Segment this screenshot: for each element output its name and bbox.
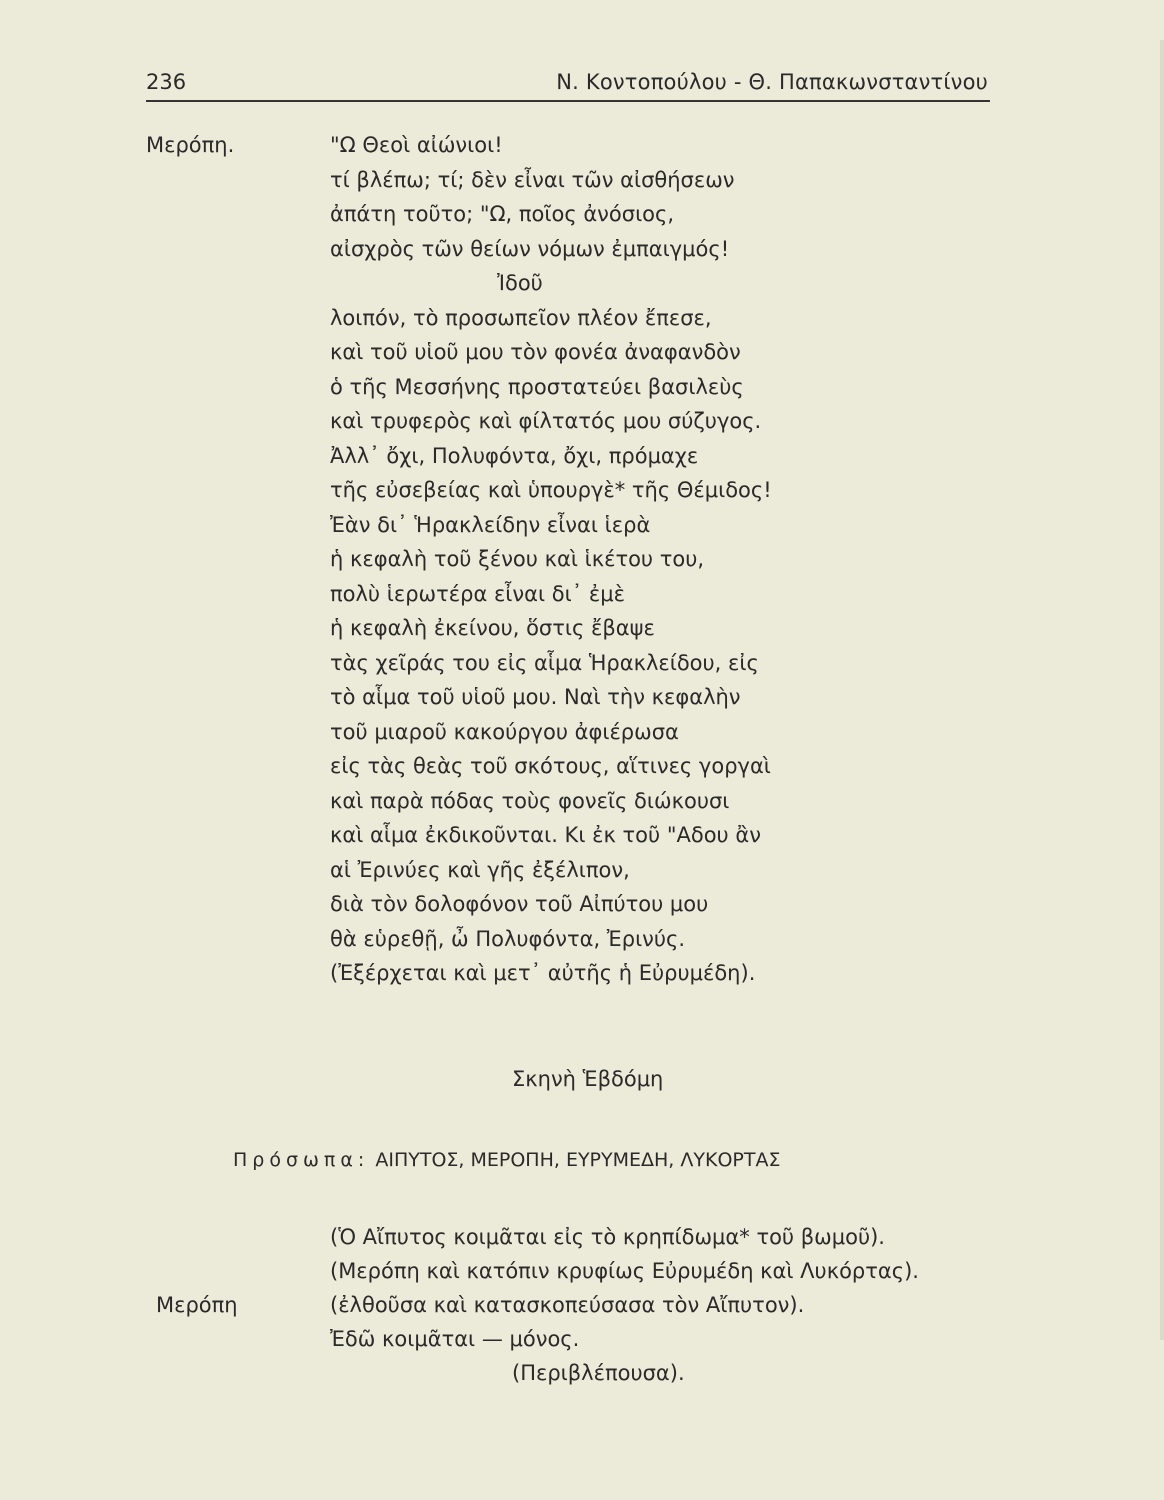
stage-line: (Μερόπη καὶ κατόπιν κρυφίως Εὐρυμέδη καὶ Λυκόρτας). [330, 1259, 919, 1283]
verse-line: τὸ αἷμα τοῦ υἱοῦ μου. Ναὶ τὴν κεφαλὴν [330, 685, 741, 709]
persons-line [233, 1149, 780, 1171]
verse-line: καὶ τρυφερὸς καὶ φίλτατός μου σύζυγος. [330, 409, 762, 433]
verse-line: Ἀλλ᾽ ὄχι, Πολυφόντα, ὄχι, πρόμαχε [330, 443, 699, 468]
page-number: 236 [146, 70, 187, 94]
verse-line: διὰ τὸν δολοφόνον τοῦ Αἰπύτου μου [330, 892, 709, 916]
verse-line: λοιπόν, τὸ προσωπεῖον πλέον ἔπεσε, [330, 305, 712, 330]
verse-line: καὶ τοῦ υἱοῦ μου τὸν φονέα ἀναφανδὸν [330, 340, 741, 364]
running-head: Ν. Κοντοπούλου - Θ. Παπακωνσταντίνου [556, 70, 988, 94]
verse-line: Ἰδοῦ [497, 271, 543, 295]
header-rule [146, 100, 990, 102]
verse-line: θὰ εὑρεθῇ, ὦ Πολυφόντα, Ἐρινύς. [330, 926, 686, 951]
verse-line: "Ω Θεοὶ αἰώνιοι! [330, 133, 503, 157]
verse-line: ἡ κεφαλὴ τοῦ ξένου καὶ ἱκέτου του, [330, 547, 705, 571]
persons-list: ΑΙΠΥΤΟΣ, ΜΕΡΟΠΗ, ΕΥΡΥΜΕΔΗ, ΛΥΚΟΡΤΑΣ [375, 1149, 781, 1171]
verse-block [330, 128, 890, 991]
verse-line: αἱ Ἐρινύες καὶ γῆς ἐξέλιπον, [330, 857, 630, 882]
verse-line: εἰς τὰς θεὰς τοῦ σκότους, αἵτινες γοργαὶ [330, 754, 771, 778]
verse-line: αἰσχρὸς τῶν θείων νόμων ἐμπαιγμός! [330, 236, 730, 261]
verse-line: τοῦ μιαροῦ κακούργου ἀφιέρωσα [330, 719, 679, 744]
stage-line: Ἐδῶ κοιμᾶται — μόνος. [330, 1327, 580, 1351]
verse-line: πολὺ ἱερωτέρα εἶναι δι᾽ ἐμὲ [330, 581, 625, 606]
verse-line: ἀπάτη τοῦτο; "Ω, ποῖος ἀνόσιος, [330, 202, 675, 226]
verse-line: τί βλέπω; τί; δὲν εἶναι τῶν αἰσθήσεων [330, 167, 735, 192]
verse-line: ἡ κεφαλὴ ἐκείνου, ὅστις ἔβαψε [330, 616, 655, 640]
stage-directions [330, 1220, 1020, 1390]
verse-line: καὶ παρὰ πόδας τοὺς φονεῖς διώκουσι [330, 788, 730, 813]
verse-line: καὶ αἷμα ἐκδικοῦνται. Κι ἐκ τοῦ "Αδου ἂν [330, 823, 761, 847]
speaker-merope-2: Μερόπη [156, 1293, 238, 1317]
persons-label: Πρόσωπα: [233, 1149, 370, 1171]
verse-line: ὁ τῆς Μεσσήνης προστατεύει βασιλεὺς [330, 374, 744, 399]
stage-line: (ἐλθοῦσα καὶ κατασκοπεύσασα τὸν Αἴπυτον). [330, 1293, 805, 1317]
verse-line: Ἐὰν δι᾽ Ἡρακλείδην εἶναι ἱερὰ [330, 512, 651, 537]
page-header [146, 70, 990, 100]
page-edge-shadow [1160, 40, 1164, 1340]
stage-line: (Ὁ Αἴπυτος κοιμᾶται εἰς τὸ κρηπίδωμα* τοῦ βωμοῦ). [330, 1225, 885, 1249]
speaker-merope: Μερόπη. [146, 133, 235, 157]
verse-line: (Ἐξέρχεται καὶ μετ᾽ αὐτῆς ἡ Εὐρυμέδη). [330, 961, 756, 985]
verse-line: τὰς χεῖράς του εἰς αἷμα Ἡρακλείδου, εἰς [330, 650, 759, 675]
scene-title: Σκηνὴ Ἑβδόμη [512, 1067, 664, 1091]
stage-line: (Περιβλέπουσα). [512, 1361, 685, 1385]
verse-line: τῆς εὐσεβείας καὶ ὑπουργὲ* τῆς Θέμιδος! [330, 478, 772, 502]
